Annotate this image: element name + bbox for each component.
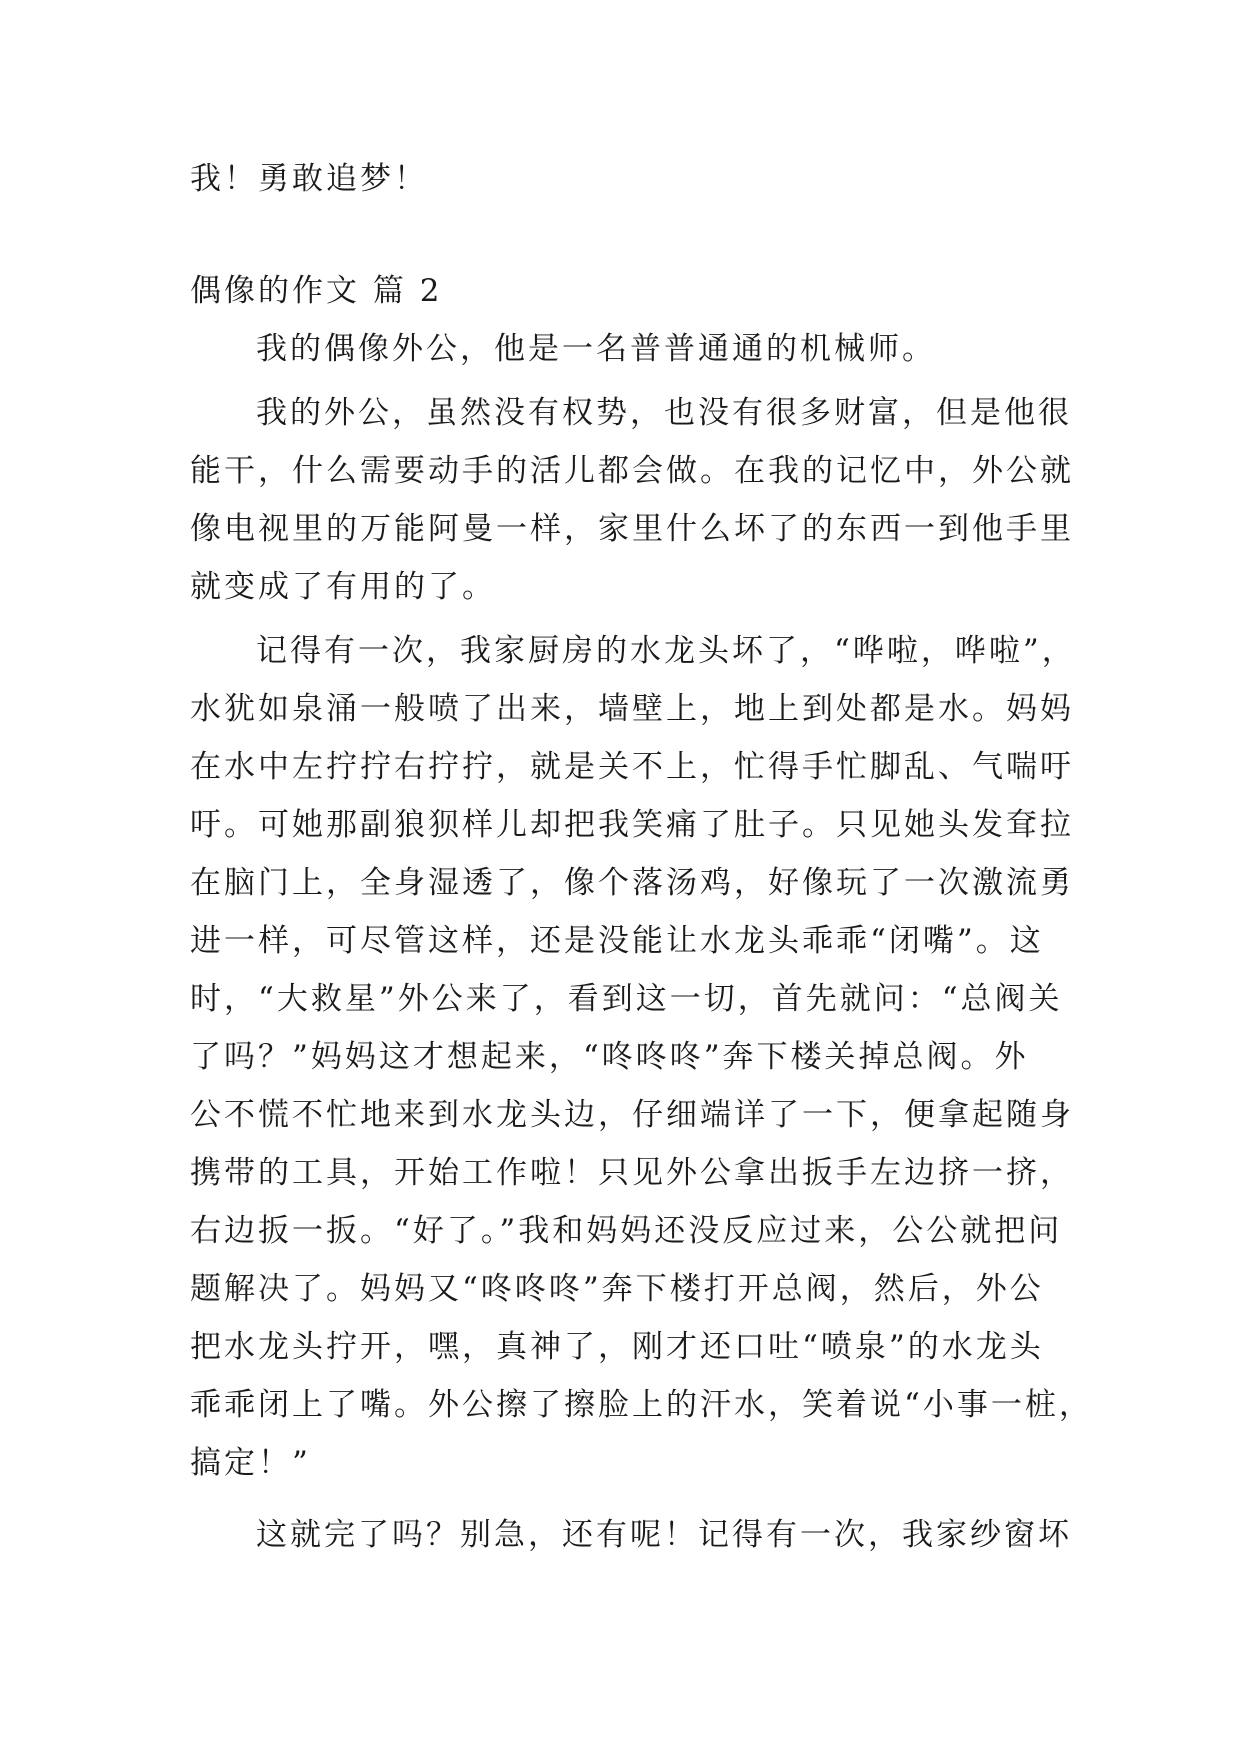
paragraph-line: 乖乖闭上了嘴。外公擦了擦脸上的汗水，笑着说“小事一桩，	[190, 1387, 1093, 1423]
paragraph-line: 就变成了有用的了。	[190, 569, 496, 605]
paragraph-line: 右边扳一扳。“好了。”我和妈妈还没反应过来，公公就把问	[190, 1213, 1063, 1249]
paragraph-4	[190, 1506, 1072, 1564]
paragraph-line: 时，“大救星”外公来了，看到这一切，首先就问：“总阀关	[190, 981, 1063, 1017]
paragraph-line: 我的外公，虽然没有权势，也没有很多财富，但是他很	[256, 395, 1072, 431]
paragraph-line: 把水龙头拧开，嘿，真神了，刚才还口吐“喷泉”的水龙头	[190, 1329, 1044, 1365]
closing-line: 我！勇敢追梦！	[190, 161, 428, 197]
paragraph-3	[190, 622, 1093, 1492]
paragraph-line: 搞定！”	[190, 1445, 311, 1481]
paragraph-line: 了吗？”妈妈这才想起来，“咚咚咚”奔下楼关掉总阀。外	[190, 1039, 1029, 1075]
paragraph-line: 这就完了吗？别急，还有呢！记得有一次，我家纱窗坏	[256, 1517, 1072, 1553]
paragraph-line: 携带的工具，开始工作啦！只见外公拿出扳手左边挤一挤，	[190, 1155, 1074, 1191]
section-title: 偶像的作文 篇 2	[190, 273, 443, 309]
paragraph-line: 记得有一次，我家厨房的水龙头坏了，“哗啦，哗啦”，	[256, 633, 1076, 669]
paragraph-line: 进一样，可尽管这样，还是没能让水龙头乖乖“闭嘴”。这	[190, 923, 1044, 959]
document-page	[190, 150, 1093, 1564]
paragraph-line: 在脑门上，全身湿透了，像个落汤鸡，好像玩了一次激流勇	[190, 865, 1074, 901]
paragraph-2	[190, 384, 1074, 616]
paragraph-line: 公不慌不忙地来到水龙头边，仔细端详了一下，便拿起随身	[190, 1097, 1074, 1133]
paragraph-line: 能干，什么需要动手的活儿都会做。在我的记忆中，外公就	[190, 453, 1074, 489]
paragraph-line: 题解决了。妈妈又“咚咚咚”奔下楼打开总阀，然后，外公	[190, 1271, 1044, 1307]
paragraph-line: 吁。可她那副狼狈样儿却把我笑痛了肚子。只见她头发耷拉	[190, 807, 1074, 843]
paragraph-line: 我的偶像外公，他是一名普普通通的机械师。	[256, 331, 936, 367]
paragraph-line: 在水中左拧拧右拧拧，就是关不上，忙得手忙脚乱、气喘吁	[190, 749, 1074, 785]
paragraph-line: 像电视里的万能阿曼一样，家里什么坏了的东西一到他手里	[190, 511, 1074, 547]
paragraph-1	[190, 320, 1060, 378]
paragraph-line: 水犹如泉涌一般喷了出来，墙壁上，地上到处都是水。妈妈	[190, 691, 1074, 727]
